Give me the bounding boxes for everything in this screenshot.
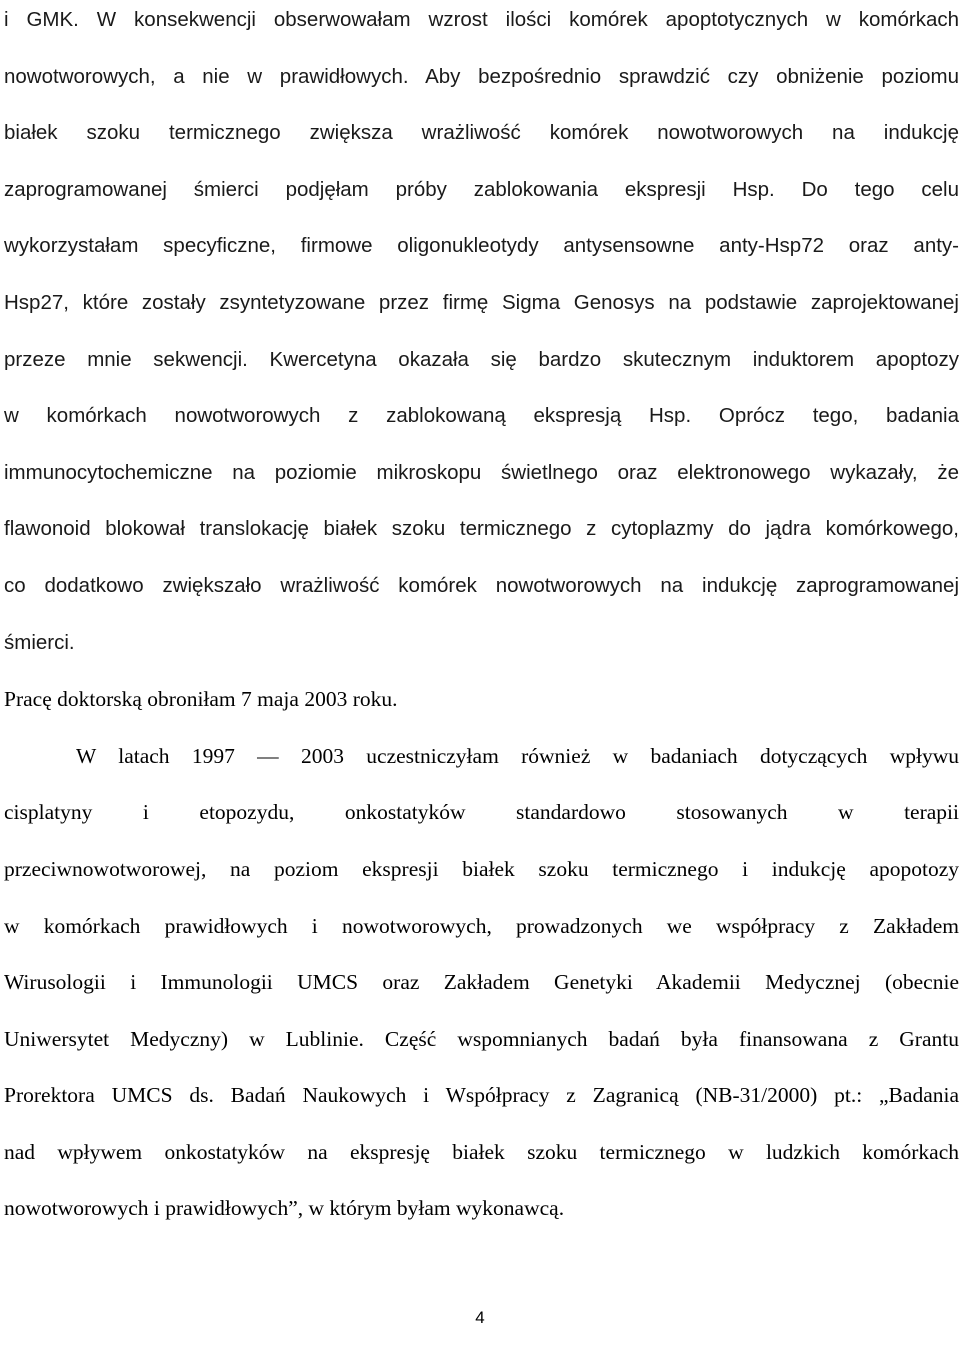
text-line: przeze mnie sekwencji. Kwercetyna okazała się bardzo skutecznym induktorem apoptozy — [4, 347, 959, 371]
text-line: wykorzystałam specyficzne, firmowe oligonukleotydy antysensowne anty-Hsp72 oraz anty- — [4, 234, 959, 258]
text-line: nad wpływem onkostatyków na ekspresję białek szoku termicznego w ludzkich komórkach — [4, 1139, 959, 1164]
text-line: nowotworowych i prawidłowych”, w którym byłam wykonawcą. — [4, 1196, 565, 1221]
text-line: co dodatkowo zwiększało wrażliwość komórek nowotworowych na indukcję zaprogramowanej — [4, 573, 959, 597]
text-line: Wirusologii i Immunologii UMCS oraz Zakładem Genetyki Akademii Medycznej (obecnie — [4, 970, 959, 995]
document-page — [4, 0, 959, 1237]
text-line: w komórkach prawidłowych i nowotworowych, prowadzonych we współpracy z Zakładem — [4, 913, 959, 938]
text-line: Uniwersytet Medyczny) w Lublinie. Część wspomnianych badań była finansowana z Grantu — [4, 1026, 959, 1051]
text-line: immunocytochemiczne na poziomie mikroskopu świetlnego oraz elektronowego wykazały, że — [4, 460, 959, 484]
text-line: Hsp27, które zostały zsyntetyzowane przez firmę Sigma Genosys na podstawie zaprojektowanej — [4, 290, 959, 314]
paragraph-2 — [4, 671, 959, 728]
text-line: nowotworowych, a nie w prawidłowych. Aby bezpośrednio sprawdzić czy obniżenie poziomu — [4, 64, 959, 88]
text-line: i GMK. W konsekwencji obserwowałam wzrost ilości komórek apoptotycznych w komórkach — [4, 8, 959, 31]
paragraph-1 — [4, 0, 959, 671]
text-line: śmierci. — [4, 630, 75, 654]
paragraph-3 — [4, 728, 959, 1237]
text-line: flawonoid blokował translokację białek szoku termicznego z cytoplazmy do jądra komórkowego, — [4, 517, 959, 541]
text-line: przeciwnowotworowej, na poziom ekspresji białek szoku termicznego i indukcję apopotozy — [4, 856, 959, 881]
text-line: W latach 1997 — 2003 uczestniczyłam również w badaniach dotyczących wpływu — [76, 743, 959, 768]
text-line: Pracę doktorską obroniłam 7 maja 2003 roku. — [4, 687, 398, 712]
text-line: zaprogramowanej śmierci podjęłam próby zablokowania ekspresji Hsp. Do tego celu — [4, 177, 959, 201]
text-line: w komórkach nowotworowych z zablokowaną ekspresją Hsp. Oprócz tego, badania — [4, 404, 959, 428]
page-number: 4 — [475, 1308, 485, 1327]
text-line: białek szoku termicznego zwiększa wrażliwość komórek nowotworowych na indukcję — [4, 121, 959, 145]
text-line: Prorektora UMCS ds. Badań Naukowych i Współpracy z Zagranicą (NB-31/2000) pt.: „Badania — [4, 1083, 959, 1108]
text-line: cisplatyny i etopozydu, onkostatyków standardowo stosowanych w terapii — [4, 800, 959, 825]
